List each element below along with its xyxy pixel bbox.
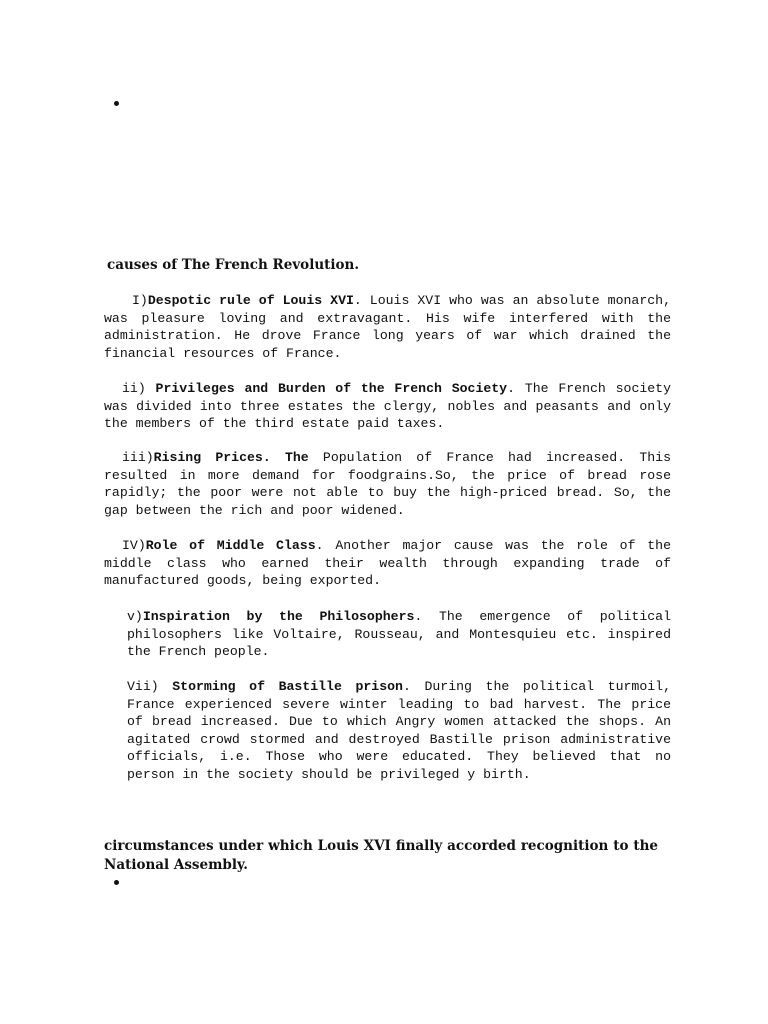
- item-number: I): [132, 293, 148, 308]
- list-item-5: [127, 608, 671, 661]
- list-item-3: [104, 449, 671, 519]
- item-number: v): [127, 609, 143, 624]
- item-title: Despotic rule of Louis XVI: [147, 293, 354, 308]
- item-number: Vii): [127, 679, 173, 694]
- bullet-top: [114, 101, 119, 106]
- list-item-4: [104, 537, 671, 590]
- bullet-bottom: [114, 880, 119, 885]
- list-item-1: [104, 292, 671, 362]
- item-number: ii): [122, 381, 156, 396]
- item-title: Rising Prices. The: [153, 450, 309, 465]
- item-body: . Another major cause was the role of the middle class who earned their wealth through expanding trade of manufactured goods, being exported.: [104, 538, 671, 589]
- item-title: Role of Middle Class: [145, 538, 316, 553]
- item-title: Privileges and Burden of the French Society: [155, 381, 508, 396]
- section-heading-causes: causes of The French Revolution.: [107, 257, 360, 273]
- list-item-6: [127, 678, 671, 784]
- item-title: Inspiration by the Philosophers: [142, 609, 415, 624]
- item-number: iii): [122, 450, 154, 465]
- item-body: . The French society was divided into three estates the clergy, nobles and peasants and only the members of the third estate paid taxes.: [104, 381, 672, 432]
- item-body: . The emergence of political philosophers like Voltaire, Rousseau, and Montesquieu etc. inspired the French people.: [127, 609, 671, 660]
- list-item-2: [104, 380, 671, 433]
- item-body: Population of France had increased. This resulted in more demand for foodgrains.So, the price of bread rose rapidly; the poor were not able to buy the high-priced bread. So, the gap between the rich and poor widened.: [104, 450, 672, 518]
- item-body: . During the political turmoil, France experienced severe winter leading to bad harvest. The price of bread increased. Due to which Angry women attacked the shops. An agitated crowd stormed and destroyed Bastille prison administrative officials, i.e. Those who were educated. They believed that no person in the society should be privileged y birth.: [127, 679, 671, 782]
- item-title: Storming of Bastille prison: [172, 679, 403, 694]
- section-heading-circumstances: circumstances under which Louis XVI finally accorded recognition to the National Assembly.: [104, 838, 658, 873]
- item-body: . Louis XVI who was an absolute monarch, was pleasure loving and extravagant. His wife interfered with the administration. He drove France long years of war which drained the financial resources of France.: [104, 293, 671, 361]
- item-number: IV): [122, 538, 146, 553]
